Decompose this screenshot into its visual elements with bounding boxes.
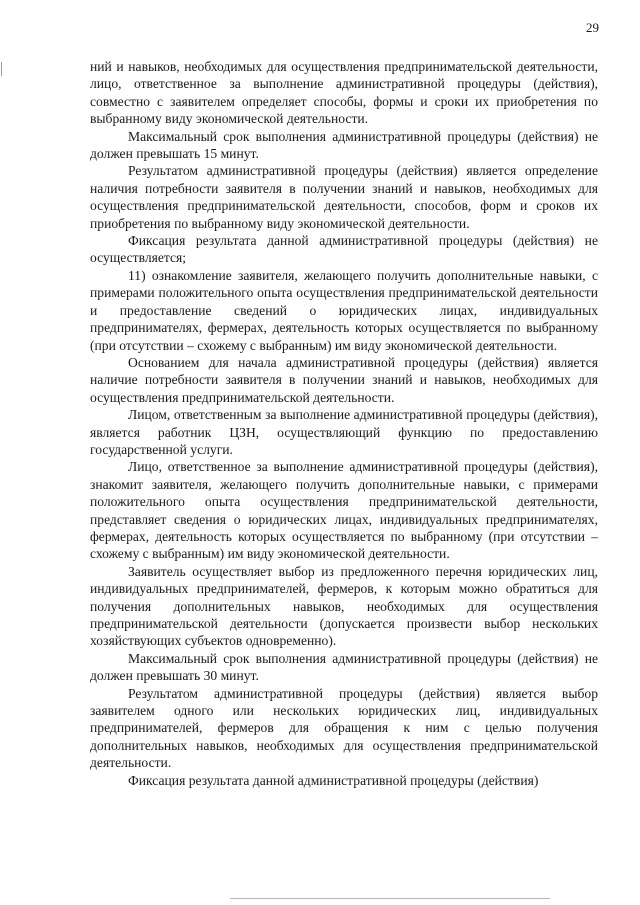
document-body: [90, 58, 598, 789]
paragraph-result-needs: Результатом административной процедуры (действия) является определение наличия потребности заявителя в получении знаний и навыков, необходимых для осуществления предпринимательской деятельности, способов, форм и сроков их приобретения по выбранному виду экономической деятельности.: [90, 163, 598, 231]
paragraph-fixation: Фиксация результата данной административной процедуры (действия): [128, 772, 539, 788]
bottom-rule: [230, 898, 550, 899]
scan-edge-mark: [1, 62, 2, 76]
paragraph-basis: Основанием для начала административной процедуры (действия) является наличие потребности заявителя в получении знаний и навыков, необходимых для осуществления предпринимательской деятельности.: [90, 354, 598, 405]
paragraph-max-time-30: Максимальный срок выполнения административной процедуры (действия) не должен превышать 30 минут.: [90, 650, 598, 684]
paragraph-responsible: Лицом, ответственным за выполнение административной процедуры (действия), является работник ЦЗН, осуществляющий функцию по предоставлению государственной услуги.: [90, 407, 598, 457]
paragraph-max-time-15: Максимальный срок выполнения административной процедуры (действия) не должен превышать 15 минут.: [90, 128, 598, 162]
paragraph-fixation-none: Фиксация результата данной административной процедуры (действия) не осуществляется;: [90, 233, 598, 266]
page-number: 29: [586, 20, 599, 35]
paragraph-continuation: ний и навыков, необходимых для осуществления предпринимательской деятельности, лицо, ответственное за выполнение административной процедуры (действия), совместно с заявителем определяет способы, формы и сроки их приобретения по выбранному виду экономической деятельности.: [90, 59, 598, 127]
paragraph-familiarizes: Лицо, ответственное за выполнение административной процедуры (действия), знакомит заявителя, желающего получить дополнительные навыки, с примерами положительного опыта осуществления предпринимательской деятельности, представляет сведения о юридических лицах, индивидуальных предпринимателях, фермерах, деятельность которых осуществляется по выбранному (при отсутствии – схожему с выбранным) им виду экономической деятельности.: [90, 459, 598, 562]
paragraph-item-11: 11) ознакомление заявителя, желающего получить дополнительные навыки, с примерами положительного опыта осуществления предпринимательской деятельности и предоставление сведений о юридических лицах, индивидуальных предпринимателях, фермерах, деятельность которых осуществляется по выбранному (при отсутствии – схожему с выбранным) им виду экономической деятельности.: [90, 267, 598, 353]
paragraph-applicant-choice: Заявитель осуществляет выбор из предложенного перечня юридических лиц, индивидуальных предпринимателей, фермеров, к которым можно обратиться для получения дополнительных навыков, необходимых для осуществления предпринимательской деятельности (допускается произвести выбор нескольких хозяйствующих субъектов одновременно).: [90, 563, 598, 649]
paragraph-result-choice: Результатом административной процедуры (действия) является выбор заявителем одного или нескольких юридических лиц, индивидуальных предпринимателей, фермеров для обращения к ним с целью получения дополнительных навыков, необходимых для осуществления предпринимательской деятельности.: [90, 685, 598, 771]
